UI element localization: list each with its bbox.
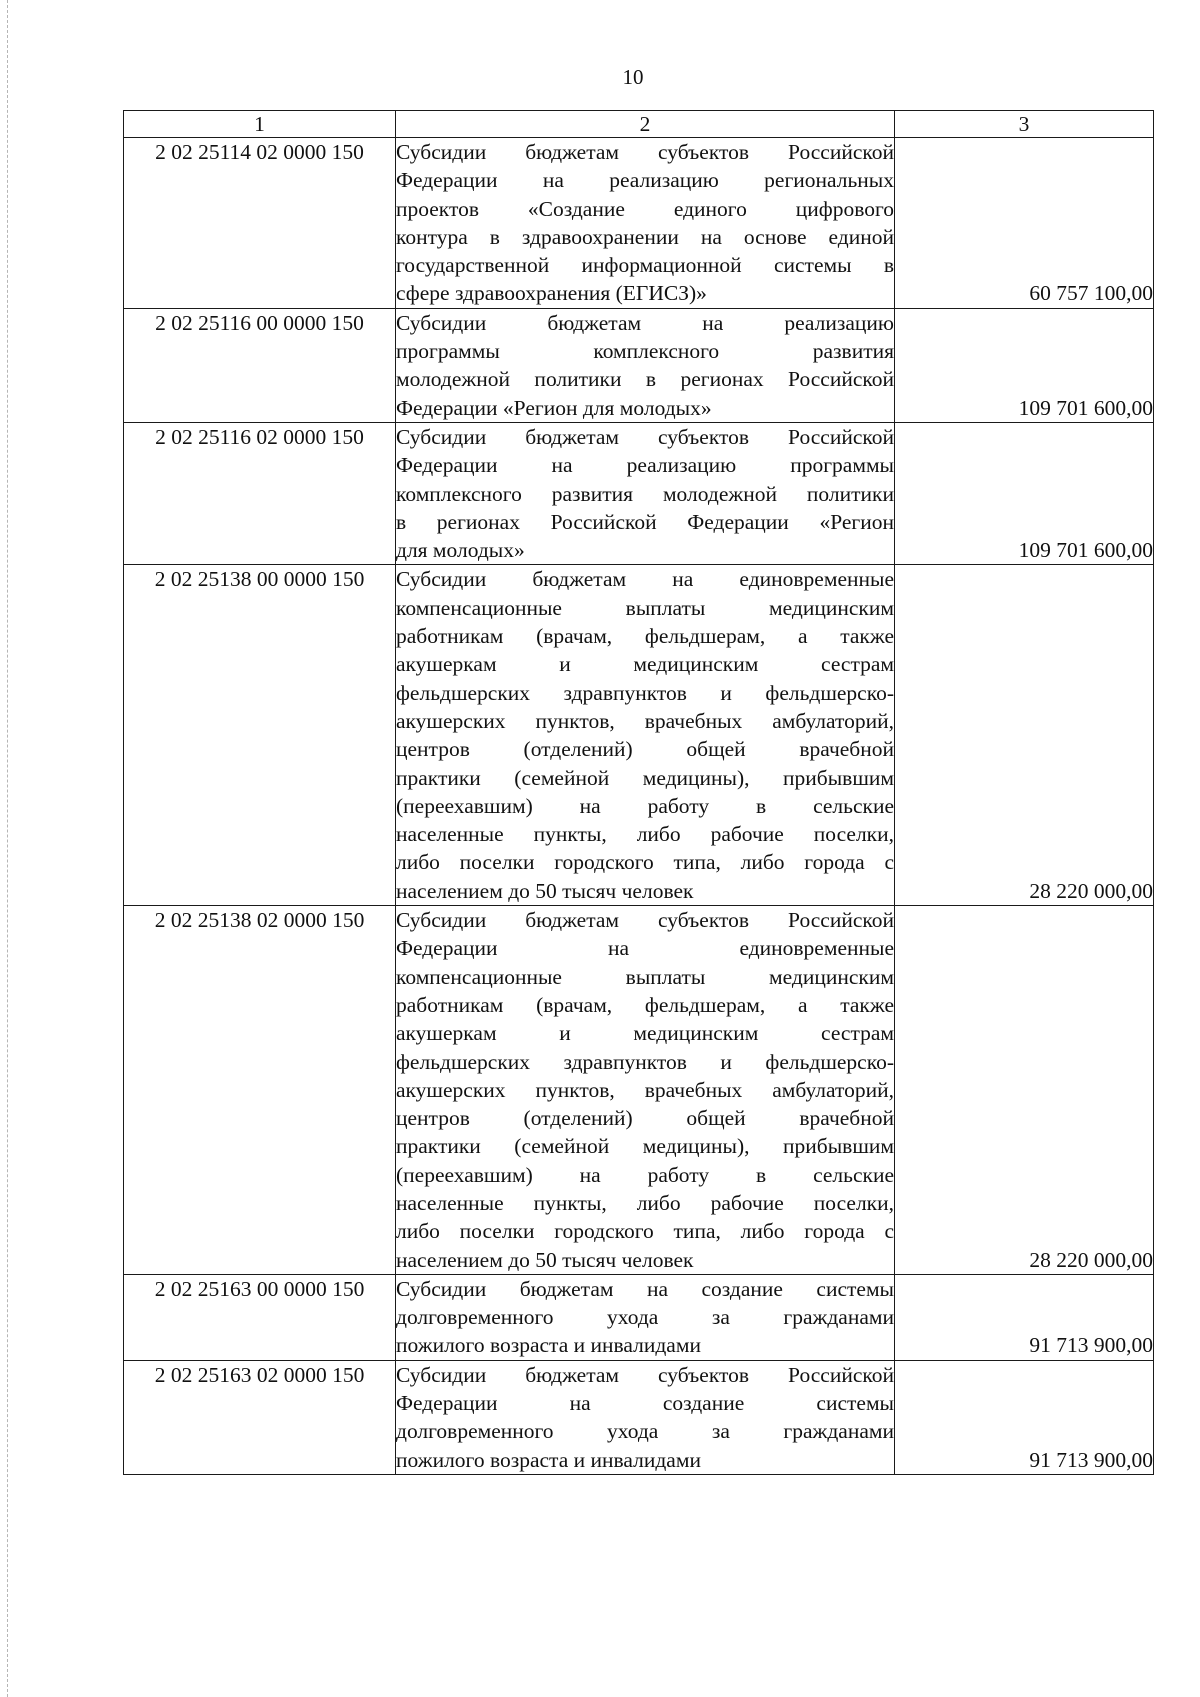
description-cell xyxy=(396,1274,895,1360)
description-line: долговременного ухода за гражданами xyxy=(396,1419,894,1444)
column-header: 1 xyxy=(124,111,396,138)
budget-revenue-table xyxy=(123,110,1154,1475)
amount-cell: 28 220 000,00 xyxy=(895,565,1154,906)
description-line: Субсидии бюджетам субъектов Российской xyxy=(396,140,894,164)
description-line: Федерации на реализацию программы xyxy=(396,453,894,478)
table-row xyxy=(124,308,1154,422)
description-line: либо поселки городского типа, либо города с xyxy=(396,1219,894,1244)
classification-code-cell: 2 02 25163 02 0000 150 xyxy=(124,1360,396,1474)
description-line: фельдшерских здравпунктов и фельдшерско- xyxy=(396,680,894,705)
description-cell xyxy=(396,422,895,564)
description-line: центров (отделений) общей врачебной xyxy=(396,1106,894,1131)
description-line: акушеркам и медицинским сестрам xyxy=(396,1021,894,1046)
description-line: комплексного развития молодежной политики xyxy=(396,481,894,506)
description-cell xyxy=(396,906,895,1275)
description-line: Федерации на единовременные xyxy=(396,936,894,961)
description-line: Федерации на создание системы xyxy=(396,1391,894,1416)
description-line: программы комплексного развития xyxy=(396,339,894,364)
description-cell xyxy=(396,308,895,422)
description-line: населенные пункты, либо рабочие поселки, xyxy=(396,822,894,847)
description-line: компенсационные выплаты медицинским xyxy=(396,964,894,989)
description-line: в регионах Российской Федерации «Регион xyxy=(396,509,894,534)
page-number: 10 xyxy=(622,65,644,89)
table-row xyxy=(124,138,1154,309)
description-line: работникам (врачам, фельдшерам, а также xyxy=(396,992,894,1017)
description-line: (переехавшим) на работу в сельские xyxy=(396,793,894,818)
description-line: Федерации «Регион для молодых» xyxy=(396,395,712,420)
description-line: государственной информационной системы в xyxy=(396,253,894,278)
classification-code-cell: 2 02 25116 02 0000 150 xyxy=(124,422,396,564)
description-line: (переехавшим) на работу в сельские xyxy=(396,1162,894,1187)
description-line: пожилого возраста и инвалидами xyxy=(396,1447,701,1472)
classification-code-cell: 2 02 25138 00 0000 150 xyxy=(124,565,396,906)
description-line: контура в здравоохранении на основе единой xyxy=(396,224,894,249)
description-line: работникам (врачам, фельдшерам, а также xyxy=(396,624,894,649)
description-line: Субсидии бюджетам на единовременные xyxy=(396,567,894,592)
description-line: молодежной политики в регионах Российской xyxy=(396,367,894,392)
description-cell xyxy=(396,565,895,906)
table-row xyxy=(124,1274,1154,1360)
table-row xyxy=(124,422,1154,564)
classification-code-cell: 2 02 25138 02 0000 150 xyxy=(124,906,396,1275)
description-line: сфере здравоохранения (ЕГИСЗ)» xyxy=(396,281,707,306)
description-line: фельдшерских здравпунктов и фельдшерско- xyxy=(396,1049,894,1074)
table-header-row xyxy=(124,111,1154,138)
amount-cell: 109 701 600,00 xyxy=(895,422,1154,564)
column-header: 3 xyxy=(895,111,1154,138)
classification-code-cell: 2 02 25116 00 0000 150 xyxy=(124,308,396,422)
amount-cell: 60 757 100,00 xyxy=(895,138,1154,309)
description-line: Субсидии бюджетам на реализацию xyxy=(396,310,894,335)
table-row xyxy=(124,906,1154,1275)
description-line: центров (отделений) общей врачебной xyxy=(396,737,894,762)
description-line: населением до 50 тысяч человек xyxy=(396,878,694,903)
description-line: населением до 50 тысяч человек xyxy=(396,1247,694,1272)
description-cell xyxy=(396,138,895,309)
description-line: Субсидии бюджетам субъектов Российской xyxy=(396,1362,894,1387)
description-line: акушерских пунктов, врачебных амбулаторий, xyxy=(396,708,894,733)
description-line: акушеркам и медицинским сестрам xyxy=(396,652,894,677)
description-line: либо поселки городского типа, либо города с xyxy=(396,850,894,875)
description-line: практики (семейной медицины), прибывшим xyxy=(396,765,894,790)
scan-edge-line xyxy=(7,0,9,1697)
table-row xyxy=(124,565,1154,906)
description-line: для молодых» xyxy=(396,538,525,563)
description-cell xyxy=(396,1360,895,1474)
description-line: пожилого возраста и инвалидами xyxy=(396,1333,701,1358)
table-row xyxy=(124,1360,1154,1474)
description-line: акушерских пунктов, врачебных амбулаторий, xyxy=(396,1077,894,1102)
description-line: Субсидии бюджетам субъектов Российской xyxy=(396,908,894,933)
description-line: Субсидии бюджетам на создание системы xyxy=(396,1276,894,1301)
amount-cell: 91 713 900,00 xyxy=(895,1360,1154,1474)
column-header: 2 xyxy=(396,111,895,138)
description-line: практики (семейной медицины), прибывшим xyxy=(396,1134,894,1159)
classification-code-cell: 2 02 25163 00 0000 150 xyxy=(124,1274,396,1360)
description-line: долговременного ухода за гражданами xyxy=(396,1305,894,1330)
description-line: населенные пункты, либо рабочие поселки, xyxy=(396,1190,894,1215)
classification-code-cell: 2 02 25114 02 0000 150 xyxy=(124,138,396,309)
description-line: проектов «Создание единого цифрового xyxy=(396,196,894,221)
amount-cell: 28 220 000,00 xyxy=(895,906,1154,1275)
description-line: Субсидии бюджетам субъектов Российской xyxy=(396,424,894,449)
description-line: Федерации на реализацию региональных xyxy=(396,168,894,193)
table-body xyxy=(124,111,1154,1475)
description-line: компенсационные выплаты медицинским xyxy=(396,595,894,620)
amount-cell: 109 701 600,00 xyxy=(895,308,1154,422)
amount-cell: 91 713 900,00 xyxy=(895,1274,1154,1360)
